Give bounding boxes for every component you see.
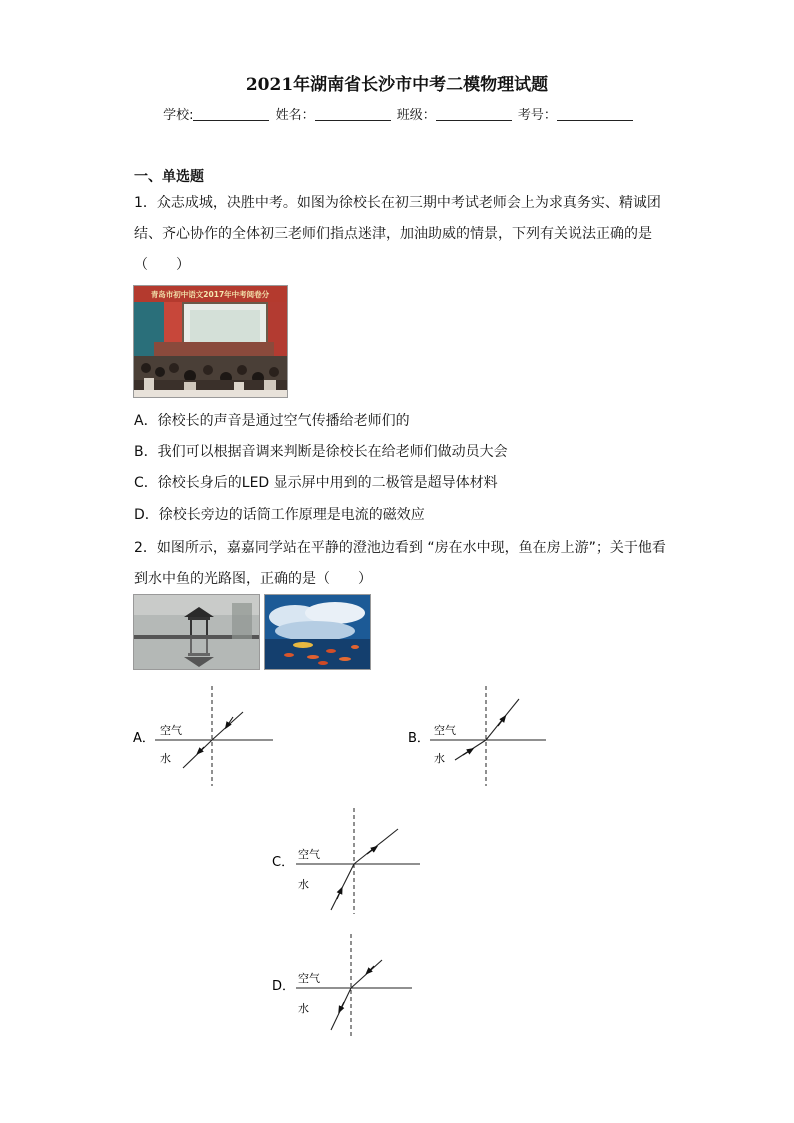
q2-text-line-1: 2．如图所示，嘉嘉同学站在平静的澄池边看到 “房在水中现，鱼在房上游”；关于他看 [134,540,666,556]
q2-text-line-2: 到水中鱼的光路图，正确的是（ ） [134,571,372,587]
diagram-option-c [272,808,420,914]
option-b-water-label: 水 [434,752,445,765]
option-b-air-label: 空气 [434,724,456,737]
diagram-option-b [408,686,546,786]
q1-option-d: D．徐校长旁边的话筒工作原理是电流的磁效应 [134,507,425,523]
option-a-label: A． [133,731,155,746]
q1-option-b: B．我们可以根据音调来判断是徐校长在给老师们做动员大会 [134,444,508,460]
option-c-water-label: 水 [298,878,309,891]
q1-option-a: A．徐校长的声音是通过空气传播给老师们的 [134,413,410,429]
school-label: 学校: [163,108,194,123]
name-label: 姓名： [275,108,315,123]
option-d-water-label: 水 [298,1002,309,1015]
q1-text-line-3: （ ） [134,257,190,273]
q1-text-line-2: 结、齐心协作的全体初三老师们指点迷津，加油助威的情景，下列有关说法正确的是 [134,226,652,242]
option-b-label: B． [408,731,430,746]
option-a-water-label: 水 [160,752,171,765]
page-title: 2021年湖南省长沙市中考二模物理试题 [245,75,549,95]
diagram-option-a [133,686,273,786]
section-heading: 一、单选题 [134,169,204,185]
option-d-label: D． [272,979,296,994]
q1-text-line-1: 1．众志成城，决胜中考。如图为徐校长在初三期中考试老师会上为求真务实、精诚团 [134,195,661,211]
option-a-air-label: 空气 [160,724,182,737]
option-d-air-label: 空气 [298,972,320,985]
diagram-option-d [272,934,412,1036]
option-c-label: C． [272,855,295,870]
class-label: 班级： [396,108,436,123]
q1-option-c: C．徐校长身后的LED 显示屏中用到的二极管是超导体材料 [134,475,498,491]
exam-number-label: 考号： [517,108,557,123]
banner-text: 青岛市初中语文2017年中考阅卷分 [150,290,270,299]
option-c-air-label: 空气 [298,848,320,861]
